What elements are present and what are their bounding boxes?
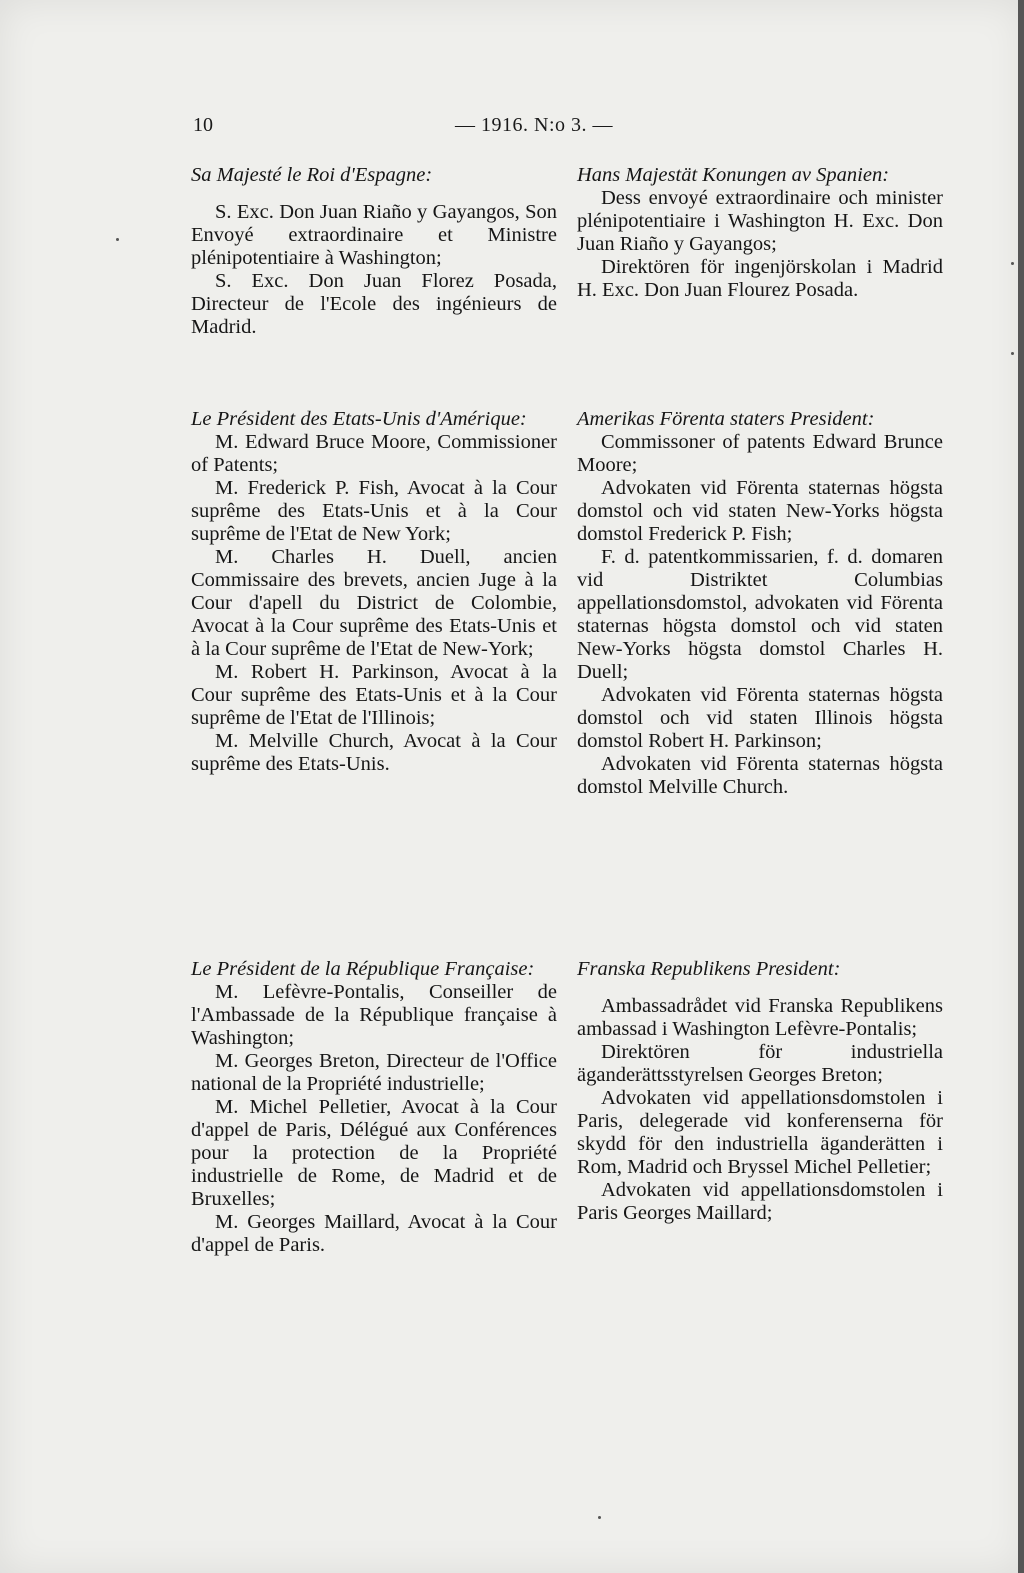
section-heading: Sa Majesté le Roi d'Espagne: [191,164,433,186]
paragraph: M. Michel Pelletier, Avocat à la Cour d'appel de Paris, Délégué aux Conférences pour la protection de la Propriété industrielle de Rome, de Madrid et de Bruxelles; [191,1096,557,1210]
paragraph: Advokaten vid appellationsdomstolen i Paris, delegerade vid konferenserna för skydd för den industriella äganderätten i Rom, Madrid och Bryssel Michel Pelletier; [577,1087,943,1178]
print-speck [1011,352,1014,355]
paragraph: M. Georges Maillard, Avocat à la Cour d'appel de Paris. [191,1211,557,1256]
section-heading: Amerikas Förenta staters President: [577,408,875,430]
paragraph: Ambassadrådet vid Franska Republikens ambassad i Washington Lefèvre-Pontalis; [577,995,943,1040]
paragraph: S. Exc. Don Juan Florez Posada, Directeur de l'Ecole des ingénieurs de Madrid. [191,270,557,338]
section-heading: Le Président des Etats-Unis d'Amérique: [191,408,527,430]
paragraph: M. Lefèvre-Pontalis, Conseiller de l'Ambassade de la République française à Washington; [191,981,557,1049]
paragraph: M. Charles H. Duell, ancien Commissaire des brevets, ancien Juge à la Cour d'apell du District de Colombie, Avocat à la Cour suprême des Etats-Unis et à la Cour suprême de l'Etat de New-York; [191,546,557,660]
paragraph: M. Edward Bruce Moore, Commissioner of Patents; [191,431,557,476]
paragraph: Advokaten vid Förenta staternas högsta domstol Melville Church. [577,753,943,798]
print-speck [598,1516,601,1519]
section-usa-fr [191,408,557,776]
running-head: — 1916. N:o 3. — [455,114,613,136]
section-spain-fr [191,164,557,339]
paragraph: Advokaten vid appellationsdomstolen i Paris Georges Maillard; [577,1179,943,1224]
print-speck [1011,262,1014,265]
paragraph: Advokaten vid Förenta staternas högsta domstol och vid staten New-Yorks högsta domstol Frederick P. Fish; [577,477,943,545]
section-france-fr [191,958,557,1257]
section-france-sv [577,958,943,1225]
paragraph: Dess envoyé extraordinaire och minister plénipotentiaire i Washington H. Exc. Don Juan Riaño y Gayangos; [577,187,943,255]
page-edge [1018,0,1024,1573]
section-heading: Le Président de la République Française: [191,958,535,980]
section-heading: Hans Majestät Konungen av Spanien: [577,164,890,186]
paragraph: M. Frederick P. Fish, Avocat à la Cour suprême des Etats-Unis et à la Cour suprême de l'Etat de New York; [191,477,557,545]
section-heading: Franska Republikens President: [577,958,841,980]
paragraph: M. Melville Church, Avocat à la Cour suprême des Etats-Unis. [191,730,557,775]
section-usa-sv [577,408,943,799]
print-speck [116,238,119,241]
paragraph: Direktören för ingenjörskolan i Madrid H. Exc. Don Juan Flourez Posada. [577,256,943,301]
paragraph: Advokaten vid Förenta staternas högsta domstol och vid staten Illinois högsta domstol Robert H. Parkinson; [577,684,943,752]
section-spain-sv [577,164,943,302]
paragraph: Commissoner of patents Edward Brunce Moore; [577,431,943,476]
paragraph: S. Exc. Don Juan Riaño y Gayangos, Son Envoyé extraordinaire et Ministre plénipotentiaire à Washington; [191,201,557,269]
paragraph: M. Georges Breton, Directeur de l'Office national de la Propriété industrielle; [191,1050,557,1095]
page-header [193,114,953,144]
paragraph: Direktören för industriella äganderättsstyrelsen Georges Breton; [577,1041,943,1086]
page-number: 10 [193,114,213,136]
paragraph: F. d. patentkommissarien, f. d. domaren vid Distriktet Columbias appellationsdomstol, advokaten vid Förenta staternas högsta domstol och vid staten New-Yorks högsta domstol Charles H. Duell; [577,546,943,683]
paragraph: M. Robert H. Parkinson, Avocat à la Cour suprême des Etats-Unis et à la Cour suprême de l'Etat de l'Illinois; [191,661,557,729]
